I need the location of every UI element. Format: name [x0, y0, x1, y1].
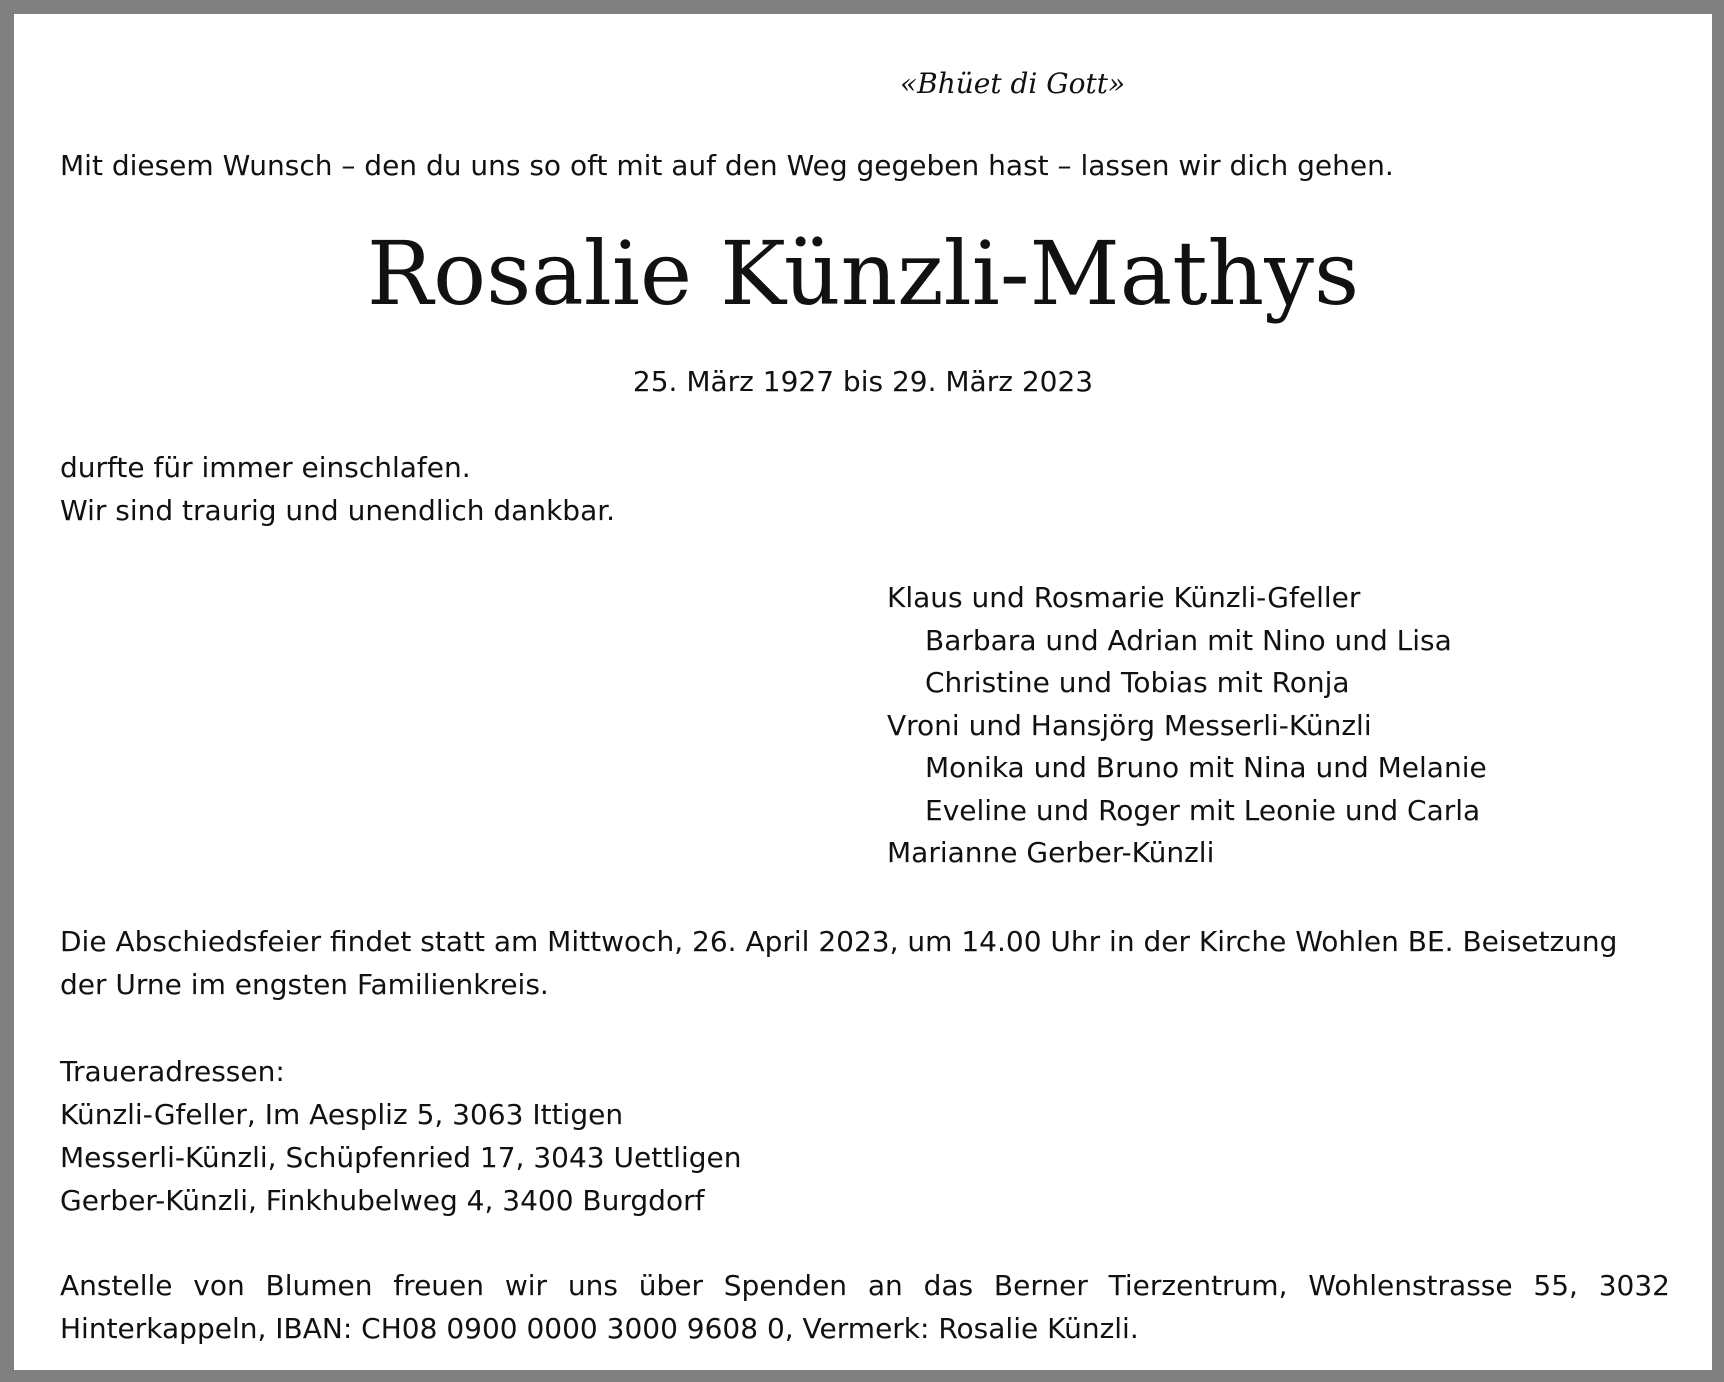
motto-quote: «Bhüet di Gott»	[900, 67, 1126, 100]
obituary-notice	[14, 14, 1712, 1370]
family-list	[887, 577, 1487, 875]
address-line: Gerber-Künzli, Finkhubelweg 4, 3400 Burgdorf	[60, 1184, 705, 1217]
ceremony-info: Die Abschiedsfeier findet statt am Mittwoch, 26. April 2023, um 14.00 Uhr in der Kirche Wohlen BE. Beisetzung der Urne im engsten Familienkreis.	[60, 925, 1618, 1001]
family-member: Christine und Tobias mit Ronja	[925, 666, 1350, 699]
life-dates: 25. März 1927 bis 29. März 2023	[632, 365, 1094, 398]
family-member: Barbara und Adrian mit Nino und Lisa	[925, 623, 1452, 657]
intro-sentence: Mit diesem Wunsch – den du uns so oft mit auf den Weg gegeben hast – lassen wir dich gehen.	[60, 149, 1394, 182]
message-line: durfte für immer einschlafen.	[60, 451, 471, 484]
addresses-heading: Traueradressen:	[60, 1055, 285, 1088]
family-member: Monika und Bruno mit Nina und Melanie	[925, 751, 1487, 784]
address-line: Künzli-Gfeller, Im Aespliz 5, 3063 Ittigen	[60, 1098, 624, 1131]
message-line: Wir sind traurig und unendlich dankbar.	[60, 494, 616, 527]
family-member: Eveline und Roger mit Leonie und Carla	[925, 793, 1481, 827]
address-line: Messerli-Künzli, Schüpfenried 17, 3043 Uettligen	[60, 1141, 742, 1174]
family-member: Klaus und Rosmarie Künzli-Gfeller	[887, 581, 1361, 614]
family-member: Marianne Gerber-Künzli	[887, 836, 1215, 869]
deceased-name: Rosalie Künzli-Mathys	[366, 222, 1360, 325]
family-member: Vroni und Hansjörg Messerli-Künzli	[887, 708, 1372, 742]
donation-info: Anstelle von Blumen freuen wir uns über Spenden an das Berner Tierzentrum, Wohlenstrasse 55, 3032 Hinterkappeln, IBAN: CH08 0900 0000 3000 9608 0, Vermerk: Rosalie Künzli.	[60, 1269, 1670, 1345]
addresses-block	[60, 1050, 742, 1222]
message-block	[60, 446, 615, 532]
